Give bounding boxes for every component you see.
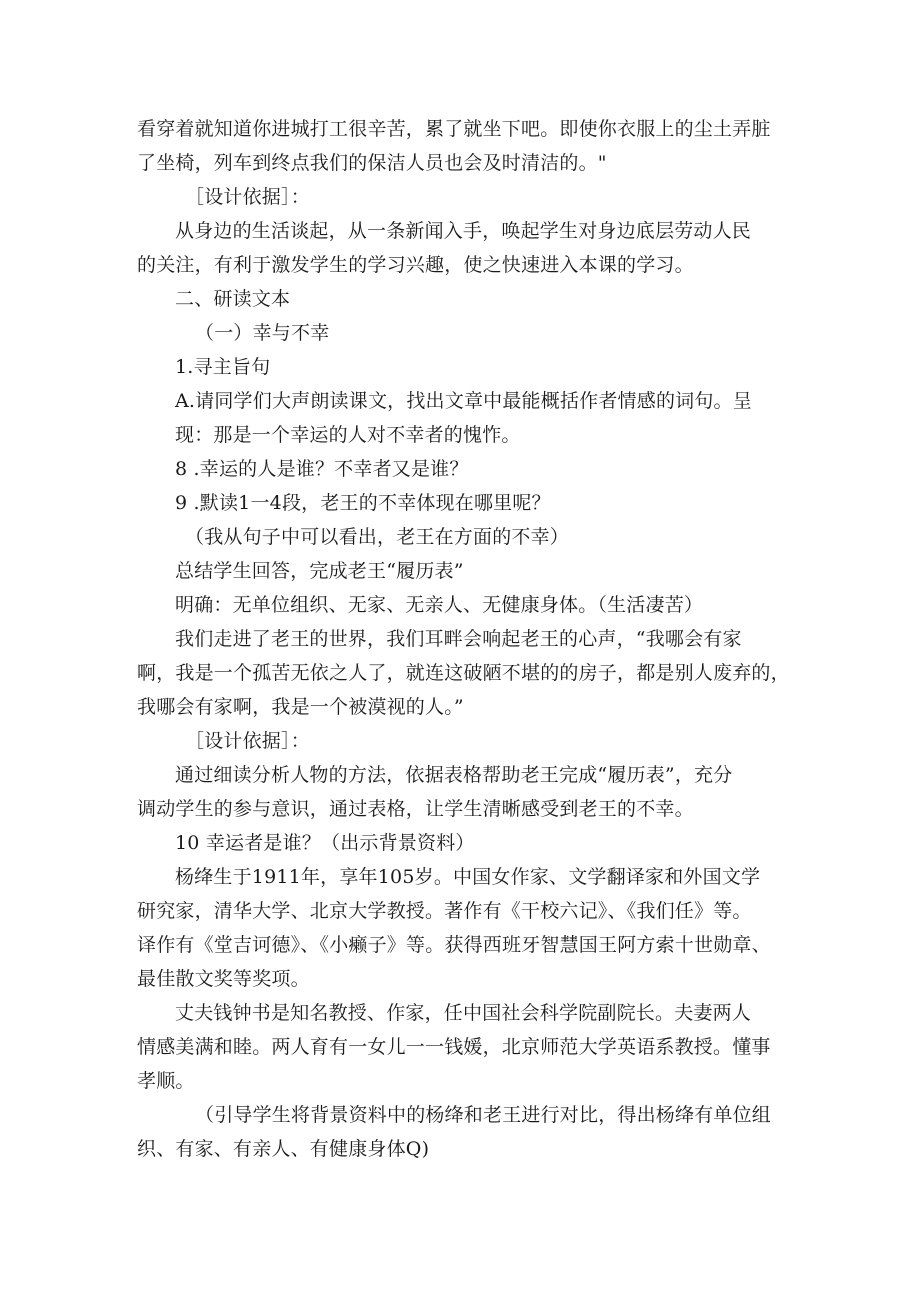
text-line: 调动学生的参与意识，通过表格，让学生清晰感受到老王的不幸。	[137, 798, 694, 820]
list-item: A.请同学们大声朗读课文，找出文章中最能概括作者情感的词句。呈	[175, 390, 752, 412]
text-line: 的关注，有利于激发学生的学习兴趣，使之快速进入本课的学习。	[137, 254, 694, 276]
text-line: 最佳散文奖等奖项。	[137, 968, 310, 990]
text-line: 我哪会有家啊，我是一个被漠视的人。”	[137, 696, 464, 718]
text-line: 明确：无单位组织、无家、无亲人、无健康身体。（生活凄苦）	[175, 594, 704, 616]
section-heading: 二、研读文本	[175, 288, 291, 310]
text-line: 现：那是一个幸运的人对不幸者的愧怍。	[175, 424, 521, 446]
list-item: 8 .幸运的人是谁？不幸者又是谁？	[175, 458, 469, 480]
document-body	[137, 112, 797, 1166]
section-label: ［设计依据］：	[185, 186, 310, 208]
text-line: 看穿着就知道你进城打工很辛苦，累了就坐下吧。即使你衣服上的尘土弄脏	[137, 118, 771, 140]
text-line: 研究家，清华大学、北京大学教授。著作有《干校六记》、《我们任》等。	[137, 900, 752, 922]
subsection-heading: （一）幸与不幸	[195, 322, 330, 344]
text-line: （我从句子中可以看出，老王在方面的不幸）	[185, 526, 570, 548]
list-item: 1.寻主旨句	[175, 356, 271, 378]
text-line: 从身边的生活谈起，从一条新闻入手，唤起学生对身边底层劳动人民	[175, 220, 752, 242]
text-line: 情感美满和睦。两人育有一女儿一一钱媛，北京师范大学英语系教授。懂事	[137, 1036, 771, 1058]
text-line: 织、有家、有亲人、有健康身体Q)	[137, 1138, 430, 1160]
section-label: ［设计依据］：	[185, 730, 310, 752]
text-line: 丈夫钱钟书是知名教授、作家，任中国社会科学院副院长。夫妻两人	[175, 1002, 752, 1024]
text-line: 孝顺。	[137, 1070, 195, 1092]
text-line: 总结学生回答，完成老王“履历表”	[175, 560, 464, 582]
text-line: 啊，我是一个孤苦无依之人了，就连这破陋不堪的的房子，都是别人废弃的，	[137, 662, 790, 684]
text-line: 通过细读分析人物的方法，依据表格帮助老王完成“履历表”，充分	[175, 764, 733, 786]
text-line: 译作有《堂吉诃德》、《小癞子》等。获得西班牙智慧国王阿方索十世勋章、	[137, 934, 771, 956]
text-line: （引导学生将背景资料中的杨绛和老王进行对比，得出杨绛有单位组	[195, 1104, 772, 1126]
text-line: 我们走进了老王的世界，我们耳畔会响起老王的心声，“我哪会有家	[175, 628, 742, 650]
text-line: 杨绛生于1911年，享年105岁。中国女作家、文学翻译家和外国文学	[175, 866, 761, 888]
text-line: 了坐椅，列车到终点我们的保洁人员也会及时清洁的。"	[137, 152, 607, 174]
list-item: 10 幸运者是谁？（出示背景资料）	[175, 832, 475, 854]
list-item: 9 .默读1一4段，老王的不幸体现在哪里呢？	[175, 492, 551, 514]
